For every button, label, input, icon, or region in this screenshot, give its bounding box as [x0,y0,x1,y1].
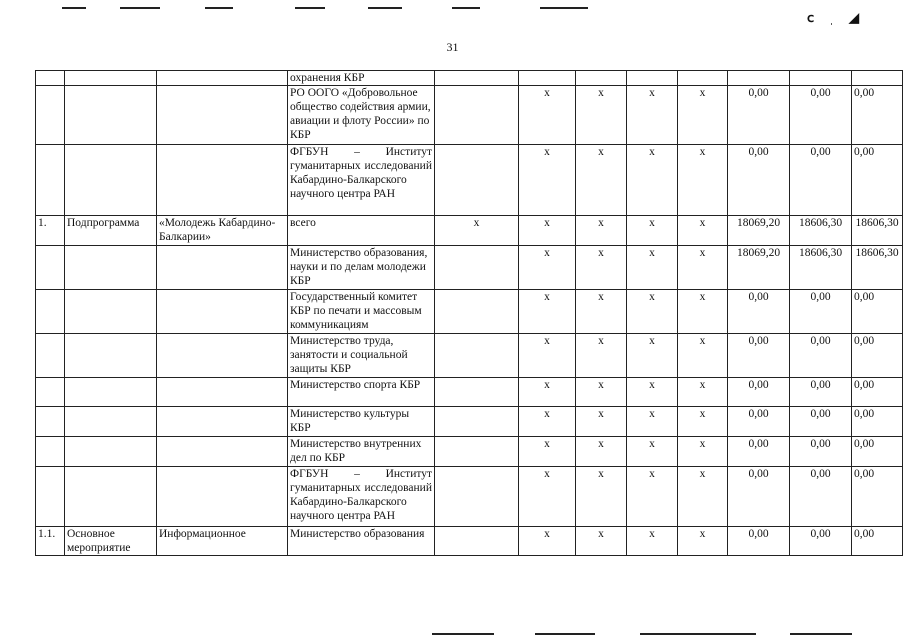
cell-c6: x [519,246,576,290]
cell-c10: 0,00 [728,334,790,378]
cell-c10: 0,00 [728,407,790,437]
cell-executor: Министерство культуры КБР [288,407,435,437]
cell-c12: 0,00 [852,290,903,334]
cell-type [65,145,157,216]
cell-c10: 0,00 [728,527,790,556]
cell-c8: x [627,216,678,246]
cell-name [157,407,288,437]
cell-c11: 0,00 [790,290,852,334]
cell-name [157,246,288,290]
cell-c7: x [576,437,627,467]
cell-name [157,145,288,216]
cell-c7: x [576,246,627,290]
cell-c9: x [678,246,728,290]
cell-c12: 0,00 [852,437,903,467]
cell-c7: x [576,334,627,378]
cell-c12: 0,00 [852,378,903,407]
cell-c5 [435,527,519,556]
cell-c6: x [519,527,576,556]
cell-no [36,407,65,437]
cell-executor: Министерство спорта КБР [288,378,435,407]
cell-name [157,378,288,407]
cell-c12: 0,00 [852,467,903,527]
cell-c9: x [678,407,728,437]
cell-c5 [435,86,519,145]
scan-line [535,633,595,635]
cell-c5 [435,71,519,86]
table-row [36,86,903,145]
cell-c6: x [519,407,576,437]
cell-no [36,437,65,467]
cell-c11: 0,00 [790,467,852,527]
page-number: 31 [446,40,459,54]
cell-c8: x [627,334,678,378]
cell-c8: x [627,437,678,467]
cell-c11: 0,00 [790,378,852,407]
cell-c7: x [576,290,627,334]
cell-type [65,437,157,467]
cell-c11: 0,00 [790,145,852,216]
cell-c9: x [678,527,728,556]
cell-executor: всего [288,216,435,246]
cell-no: 1.1. [36,527,65,556]
cell-c5 [435,334,519,378]
cell-c5 [435,378,519,407]
scan-line [452,7,480,9]
table-row [36,467,903,527]
cell-type: Подпрограмма [65,216,157,246]
cell-no [36,467,65,527]
cell-name [157,290,288,334]
cell-c5 [435,290,519,334]
cell-executor: Государственный комитет КБР по печати и массовым коммуникациям [288,290,435,334]
cell-executor: РО ООГО «Добровольное общество содействия армии, авиации и флоту России» по КБР [288,86,435,145]
cell-type [65,334,157,378]
cell-c11: 18606,30 [790,216,852,246]
cell-executor: Министерство образования [288,527,435,556]
table-body [36,71,903,556]
cell-c7: x [576,407,627,437]
cell-c11: 0,00 [790,527,852,556]
cell-c5 [435,467,519,527]
cell-name [157,71,288,86]
scan-marks: ⅽ ˌ ◢ [807,10,865,25]
cell-executor: ФГБУН – Институт гуманитарных исследований Кабардино-Балкарского научного центра РАН [288,467,435,527]
cell-c10: 0,00 [728,145,790,216]
cell-name [157,334,288,378]
scan-line [295,7,325,9]
cell-c11: 0,00 [790,437,852,467]
cell-type: Основное мероприятие [65,527,157,556]
cell-c9: x [678,467,728,527]
scan-line [368,7,402,9]
cell-no [36,290,65,334]
cell-type [65,467,157,527]
scan-line [120,7,160,9]
cell-c9: x [678,86,728,145]
cell-c6: x [519,290,576,334]
cell-c12: 0,00 [852,334,903,378]
cell-c6: x [519,145,576,216]
cell-name [157,437,288,467]
cell-no [36,86,65,145]
cell-c10: 0,00 [728,437,790,467]
scan-line [790,633,852,635]
cell-c9: x [678,216,728,246]
cell-c11: 0,00 [790,334,852,378]
cell-no: 1. [36,216,65,246]
cell-c7: x [576,467,627,527]
cell-c9: x [678,437,728,467]
cell-type [65,246,157,290]
cell-c12: 18606,30 [852,216,903,246]
cell-c6: x [519,86,576,145]
cell-c11: 18606,30 [790,246,852,290]
cell-no [36,71,65,86]
cell-c5 [435,145,519,216]
cell-type [65,407,157,437]
cell-c12: 0,00 [852,86,903,145]
cell-c10: 0,00 [728,86,790,145]
cell-c11: 0,00 [790,407,852,437]
cell-c12 [852,71,903,86]
cell-c6: x [519,437,576,467]
cell-c6: x [519,334,576,378]
table-row [36,378,903,407]
cell-c8: x [627,290,678,334]
cell-name [157,467,288,527]
cell-c9: x [678,334,728,378]
table-row [36,407,903,437]
cell-c5 [435,437,519,467]
scan-line [640,633,756,635]
cell-c9 [678,71,728,86]
cell-no [36,334,65,378]
cell-name: «Молодежь Кабардино-Балкарии» [157,216,288,246]
cell-c8: x [627,527,678,556]
table-row [36,290,903,334]
table-row [36,527,903,556]
cell-c10: 0,00 [728,467,790,527]
cell-name: Информационное [157,527,288,556]
cell-c6: x [519,216,576,246]
cell-c10: 0,00 [728,290,790,334]
cell-c11 [790,71,852,86]
table-row [36,145,903,216]
cell-c10 [728,71,790,86]
cell-c6: x [519,378,576,407]
cell-c12: 18606,30 [852,246,903,290]
table-row [36,216,903,246]
cell-c9: x [678,145,728,216]
cell-c10: 18069,20 [728,246,790,290]
cell-type [65,86,157,145]
cell-executor: Министерство внутренних дел по КБР [288,437,435,467]
cell-c6 [519,71,576,86]
cell-no [36,378,65,407]
cell-c8: x [627,246,678,290]
cell-c7: x [576,378,627,407]
scan-line [432,633,494,635]
cell-c12: 0,00 [852,407,903,437]
cell-c7: x [576,527,627,556]
cell-c9: x [678,290,728,334]
cell-c7 [576,71,627,86]
cell-c12: 0,00 [852,145,903,216]
scan-line [62,7,86,9]
cell-c6: x [519,467,576,527]
table-row [36,437,903,467]
cell-no [36,246,65,290]
cell-c7: x [576,86,627,145]
cell-c11: 0,00 [790,86,852,145]
scan-line [540,7,588,9]
cell-c8 [627,71,678,86]
cell-type [65,378,157,407]
budget-table [35,70,903,556]
cell-executor: Министерство образования, науки и по делам молодежи КБР [288,246,435,290]
table-row [36,71,903,86]
cell-c10: 18069,20 [728,216,790,246]
table-row [36,334,903,378]
cell-executor: ФГБУН – Институт гуманитарных исследований Кабардино-Балкарского научного центра РАН [288,145,435,216]
cell-c8: x [627,86,678,145]
cell-c12: 0,00 [852,527,903,556]
cell-name [157,86,288,145]
cell-no [36,145,65,216]
scan-line [205,7,233,9]
cell-c8: x [627,145,678,216]
cell-c5 [435,246,519,290]
cell-c10: 0,00 [728,378,790,407]
cell-executor: охранения КБР [288,71,435,86]
cell-c7: x [576,216,627,246]
cell-c7: x [576,145,627,216]
cell-c5: x [435,216,519,246]
cell-c8: x [627,467,678,527]
table-row [36,246,903,290]
cell-c8: x [627,407,678,437]
cell-c8: x [627,378,678,407]
cell-type [65,290,157,334]
cell-c9: x [678,378,728,407]
cell-executor: Министерство труда, занятости и социальной защиты КБР [288,334,435,378]
cell-type [65,71,157,86]
cell-c5 [435,407,519,437]
